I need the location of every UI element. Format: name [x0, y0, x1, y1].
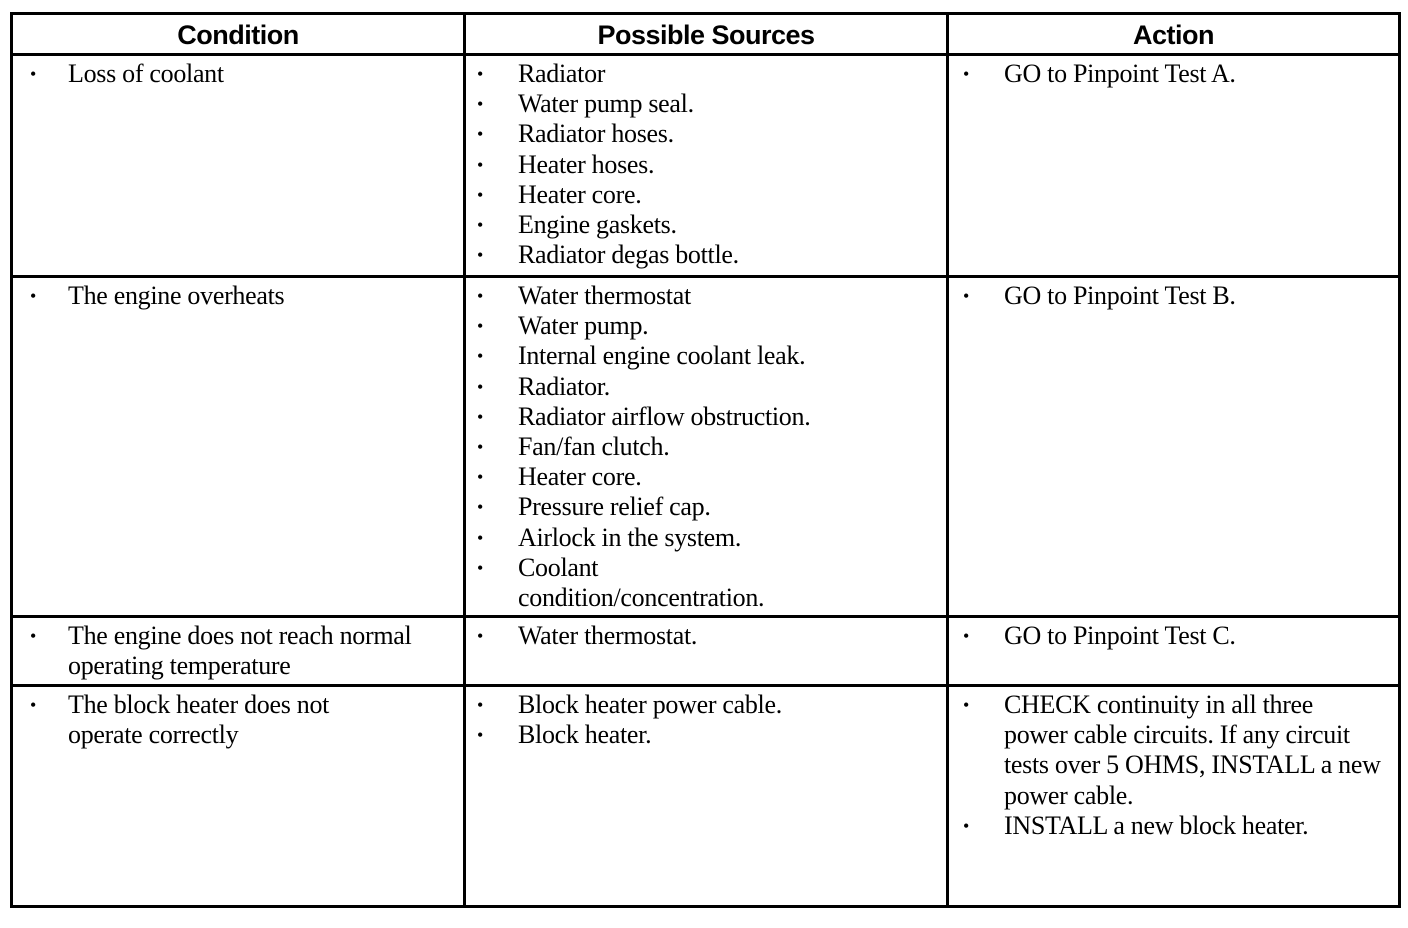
- bullet-icon: •: [477, 286, 484, 306]
- bullet-icon: •: [963, 286, 970, 306]
- action-item: • GO to Pinpoint Test B.: [963, 281, 1236, 310]
- bullet-icon: •: [477, 245, 484, 266]
- bullet-icon: •: [963, 815, 970, 836]
- action-list: [949, 618, 1398, 651]
- condition-list: [13, 687, 463, 750]
- source-item: • Coolant condition/concentration.: [477, 552, 765, 613]
- action-cell: [949, 687, 1398, 905]
- sources-list: [466, 278, 946, 613]
- condition-list: [13, 618, 463, 681]
- condition-cell: [13, 56, 466, 278]
- source-item: • Fan/fan clutch.: [477, 432, 670, 462]
- condition-cell: [13, 687, 466, 905]
- bullet-icon: •: [477, 94, 484, 115]
- action-item: • INSTALL a new block heater.: [963, 810, 1309, 840]
- action-list: [949, 56, 1398, 89]
- condition-item: • The engine does not reach normal operating temperature: [30, 621, 412, 681]
- action-item: • CHECK continuity in all three power cable circuits. If any circuit tests over 5 OHMS, INSTALL a new power cable.: [963, 690, 1381, 810]
- condition-cell: [13, 278, 466, 618]
- bullet-icon: •: [963, 695, 970, 715]
- source-item: • Heater core.: [477, 462, 642, 492]
- source-item: • Pressure relief cap.: [477, 492, 711, 522]
- source-item: • Heater core.: [477, 179, 642, 209]
- bullet-icon: •: [477, 527, 484, 548]
- action-item: • GO to Pinpoint Test A.: [963, 59, 1236, 88]
- bullet-icon: •: [477, 695, 484, 715]
- bullet-icon: •: [477, 215, 484, 236]
- bullet-icon: •: [30, 695, 37, 715]
- sources-cell: [466, 56, 949, 278]
- bullet-icon: •: [477, 124, 484, 145]
- bullet-icon: •: [477, 346, 484, 367]
- bullet-icon: •: [477, 626, 484, 646]
- bullet-icon: •: [477, 184, 484, 205]
- action-cell: [949, 278, 1398, 618]
- source-item: • Radiator.: [477, 371, 610, 401]
- bullet-icon: •: [30, 286, 37, 306]
- source-item: • Block heater.: [477, 720, 652, 750]
- source-item: • Water pump.: [477, 311, 649, 341]
- bullet-icon: •: [477, 316, 484, 337]
- source-item: • Engine gaskets.: [477, 210, 677, 240]
- sources-list: [466, 56, 946, 270]
- source-item: • Water thermostat: [477, 281, 691, 310]
- condition-list: [13, 56, 463, 89]
- sources-cell: [466, 618, 949, 687]
- condition-item: • The block heater does not operate correctly: [30, 690, 330, 750]
- source-item: • Radiator airflow obstruction.: [477, 401, 811, 431]
- source-item: • Radiator: [477, 59, 606, 88]
- source-item: • Water pump seal.: [477, 89, 694, 119]
- source-item: • Internal engine coolant leak.: [477, 341, 806, 371]
- sources-list: [466, 618, 946, 651]
- bullet-icon: •: [477, 437, 484, 458]
- condition-item: • The engine overheats: [30, 281, 285, 310]
- bullet-icon: •: [963, 64, 970, 84]
- action-cell: [949, 56, 1398, 278]
- sources-list: [466, 687, 946, 750]
- bullet-icon: •: [30, 64, 37, 84]
- condition-list: [13, 278, 463, 311]
- action-list: [949, 687, 1398, 841]
- bullet-icon: •: [477, 154, 484, 175]
- action-item: • GO to Pinpoint Test C.: [963, 621, 1236, 650]
- action-list: [949, 278, 1398, 311]
- bullet-icon: •: [477, 725, 484, 746]
- header-action: Action: [949, 15, 1398, 56]
- bullet-icon: •: [477, 406, 484, 427]
- bullet-icon: •: [477, 64, 484, 84]
- source-item: • Radiator degas bottle.: [477, 240, 739, 270]
- bullet-icon: •: [477, 467, 484, 488]
- header-possible-sources: Possible Sources: [466, 15, 949, 56]
- source-item: • Water thermostat.: [477, 621, 698, 650]
- condition-cell: [13, 618, 466, 687]
- condition-item: • Loss of coolant: [30, 59, 224, 88]
- source-item: • Radiator hoses.: [477, 119, 674, 149]
- bullet-icon: •: [477, 376, 484, 397]
- sources-cell: [466, 278, 949, 618]
- source-item: • Block heater power cable.: [477, 690, 782, 719]
- bullet-icon: •: [477, 557, 484, 578]
- source-item: • Heater hoses.: [477, 149, 655, 179]
- bullet-icon: •: [30, 626, 37, 646]
- action-cell: [949, 618, 1398, 687]
- bullet-icon: •: [963, 626, 970, 646]
- sources-cell: [466, 687, 949, 905]
- diagnosis-table: [10, 12, 1401, 908]
- header-condition: Condition: [13, 15, 466, 56]
- bullet-icon: •: [477, 497, 484, 518]
- source-item: • Airlock in the system.: [477, 522, 742, 552]
